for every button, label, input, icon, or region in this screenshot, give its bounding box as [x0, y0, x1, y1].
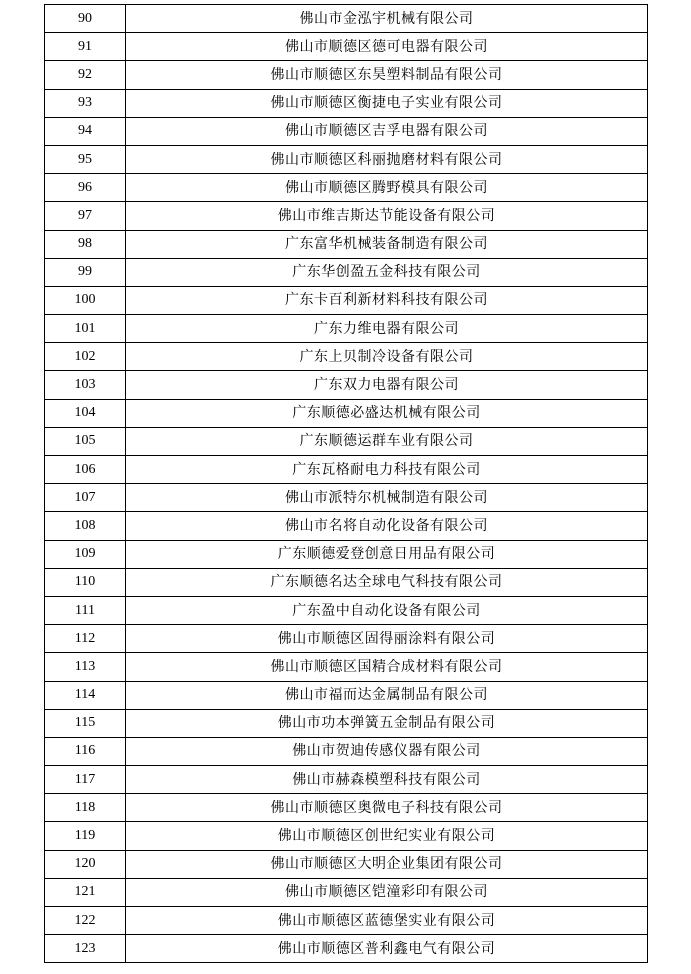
row-number-cell: 114	[45, 681, 126, 709]
table-row	[45, 315, 648, 343]
company-list-table	[44, 4, 648, 963]
table-row	[45, 878, 648, 906]
company-name-cell: 佛山市顺德区奥微电子科技有限公司	[126, 794, 648, 822]
row-number-cell: 106	[45, 456, 126, 484]
row-number-cell: 97	[45, 202, 126, 230]
company-name-cell: 佛山市功本弹簧五金制品有限公司	[126, 709, 648, 737]
table-row	[45, 484, 648, 512]
table-row	[45, 343, 648, 371]
company-name-cell: 广东顺德必盛达机械有限公司	[126, 399, 648, 427]
row-number-cell: 101	[45, 315, 126, 343]
company-name-cell: 佛山市维吉斯达节能设备有限公司	[126, 202, 648, 230]
company-name-cell: 佛山市顺德区东昊塑料制品有限公司	[126, 61, 648, 89]
company-name-cell: 佛山市顺德区德可电器有限公司	[126, 33, 648, 61]
row-number-cell: 92	[45, 61, 126, 89]
row-number-cell: 107	[45, 484, 126, 512]
table-row	[45, 61, 648, 89]
row-number-cell: 112	[45, 625, 126, 653]
table-row	[45, 822, 648, 850]
row-number-cell: 93	[45, 89, 126, 117]
company-name-cell: 佛山市顺德区吉孚电器有限公司	[126, 117, 648, 145]
company-name-cell: 佛山市顺德区固得丽涂料有限公司	[126, 625, 648, 653]
company-name-cell: 佛山市名将自动化设备有限公司	[126, 512, 648, 540]
company-name-cell: 广东顺德名达全球电气科技有限公司	[126, 568, 648, 596]
company-name-cell: 佛山市顺德区普利鑫电气有限公司	[126, 935, 648, 963]
row-number-cell: 115	[45, 709, 126, 737]
row-number-cell: 99	[45, 258, 126, 286]
company-name-cell: 广东力维电器有限公司	[126, 315, 648, 343]
table-row	[45, 935, 648, 963]
company-name-cell: 广东双力电器有限公司	[126, 371, 648, 399]
company-name-cell: 广东卡百利新材料科技有限公司	[126, 286, 648, 314]
company-name-cell: 佛山市金泓宇机械有限公司	[126, 5, 648, 33]
row-number-cell: 117	[45, 766, 126, 794]
table-row	[45, 456, 648, 484]
row-number-cell: 118	[45, 794, 126, 822]
table-row	[45, 850, 648, 878]
row-number-cell: 120	[45, 850, 126, 878]
company-name-cell: 佛山市顺德区国精合成材料有限公司	[126, 653, 648, 681]
row-number-cell: 108	[45, 512, 126, 540]
company-name-cell: 广东盈中自动化设备有限公司	[126, 596, 648, 624]
table-row	[45, 794, 648, 822]
company-name-cell: 佛山市顺德区创世纪实业有限公司	[126, 822, 648, 850]
table-row	[45, 174, 648, 202]
table-row	[45, 427, 648, 455]
table-row	[45, 5, 648, 33]
row-number-cell: 95	[45, 145, 126, 173]
company-name-cell: 广东上贝制冷设备有限公司	[126, 343, 648, 371]
row-number-cell: 122	[45, 907, 126, 935]
company-name-cell: 佛山市贺迪传感仪器有限公司	[126, 737, 648, 765]
company-name-cell: 佛山市顺德区科丽抛磨材料有限公司	[126, 145, 648, 173]
company-name-cell: 广东富华机械装备制造有限公司	[126, 230, 648, 258]
table-row	[45, 709, 648, 737]
table-row	[45, 512, 648, 540]
row-number-cell: 119	[45, 822, 126, 850]
row-number-cell: 94	[45, 117, 126, 145]
row-number-cell: 113	[45, 653, 126, 681]
row-number-cell: 98	[45, 230, 126, 258]
company-name-cell: 佛山市顺德区腾野模具有限公司	[126, 174, 648, 202]
table-row	[45, 145, 648, 173]
row-number-cell: 116	[45, 737, 126, 765]
table-row	[45, 230, 648, 258]
row-number-cell: 96	[45, 174, 126, 202]
row-number-cell: 110	[45, 568, 126, 596]
table-row	[45, 202, 648, 230]
row-number-cell: 90	[45, 5, 126, 33]
row-number-cell: 121	[45, 878, 126, 906]
table-body	[45, 5, 648, 963]
company-name-cell: 佛山市顺德区蓝德堡实业有限公司	[126, 907, 648, 935]
row-number-cell: 103	[45, 371, 126, 399]
company-name-cell: 广东顺德运群车业有限公司	[126, 427, 648, 455]
table-row	[45, 117, 648, 145]
row-number-cell: 91	[45, 33, 126, 61]
table-row	[45, 568, 648, 596]
table-row	[45, 681, 648, 709]
table-row	[45, 766, 648, 794]
table-row	[45, 89, 648, 117]
table-row	[45, 653, 648, 681]
table-row	[45, 258, 648, 286]
row-number-cell: 109	[45, 540, 126, 568]
row-number-cell: 104	[45, 399, 126, 427]
company-name-cell: 广东瓦格耐电力科技有限公司	[126, 456, 648, 484]
row-number-cell: 105	[45, 427, 126, 455]
row-number-cell: 102	[45, 343, 126, 371]
company-name-cell: 佛山市顺德区大明企业集团有限公司	[126, 850, 648, 878]
company-name-cell: 佛山市赫森模塑科技有限公司	[126, 766, 648, 794]
table-row	[45, 399, 648, 427]
table-row	[45, 625, 648, 653]
company-name-cell: 广东华创盈五金科技有限公司	[126, 258, 648, 286]
table-row	[45, 596, 648, 624]
table-row	[45, 737, 648, 765]
company-name-cell: 佛山市福而达金属制品有限公司	[126, 681, 648, 709]
table-row	[45, 540, 648, 568]
company-name-cell: 广东顺德爱登创意日用品有限公司	[126, 540, 648, 568]
row-number-cell: 100	[45, 286, 126, 314]
table-row	[45, 33, 648, 61]
table-row	[45, 286, 648, 314]
row-number-cell: 111	[45, 596, 126, 624]
table-row	[45, 371, 648, 399]
row-number-cell: 123	[45, 935, 126, 963]
company-name-cell: 佛山市顺德区衡捷电子实业有限公司	[126, 89, 648, 117]
company-name-cell: 佛山市派特尔机械制造有限公司	[126, 484, 648, 512]
table-row	[45, 907, 648, 935]
company-name-cell: 佛山市顺德区铠潼彩印有限公司	[126, 878, 648, 906]
